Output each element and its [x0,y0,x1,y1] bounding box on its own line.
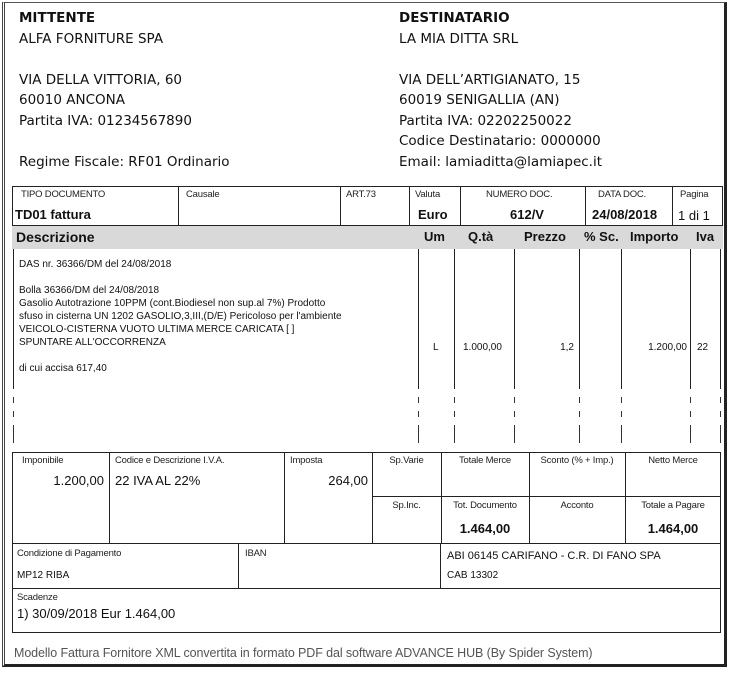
sconto-label: Sconto (% + Imp.) [540,455,614,466]
description-line: di cui accisa 617,40 [19,363,107,374]
imponibile-label: Imponibile [22,455,64,466]
column-continuation-mark [621,397,622,403]
recipient-city: 60019 SENIGALLIA (AN) [399,92,560,108]
divider [409,186,410,226]
acconto-label: Acconto [560,500,594,511]
description-line: VEICOLO-CISTERNA VUOTO ULTIMA MERCE CARICATA [ ] [19,324,295,335]
divider [454,249,455,389]
description-line: sfuso in cisterna UN 1202 GASOLIO,3,III,(D/E) Pericoloso per l'ambiente [19,311,342,322]
item-price: 1,2 [560,342,574,353]
col-sconto: % Sc. [584,229,619,244]
col-descrizione: Descrizione [16,229,95,245]
condition-value: MP12 RIBA [17,570,70,581]
iban-label: IBAN [245,548,267,559]
description-line: Gasolio Autotrazione 10PPM (cont.Biodiesel non sup.al 7%) Prodotto [19,298,326,309]
column-continuation-mark [454,411,455,417]
sender-name: ALFA FORNITURE SPA [19,30,164,47]
due-value: 1) 30/09/2018 Eur 1.464,00 [17,606,176,621]
sender-heading: MITTENTE [19,10,96,26]
divider [460,186,461,226]
description-line [19,271,342,284]
divider [621,249,622,389]
numero-doc-label: NUMERO DOC. [486,189,553,200]
imposta-label: Imposta [290,455,323,466]
column-continuation-mark [720,397,721,403]
recipient-code: Codice Destinatario: 0000000 [399,133,601,149]
divider [109,452,110,544]
pagina-label: Pagina [680,189,709,200]
due-label: Scadenze [17,592,58,603]
column-continuation-mark [579,397,580,403]
column-continuation-mark [514,425,515,443]
divider [690,249,691,389]
column-continuation-mark [720,411,721,417]
data-doc-label: DATA DOC. [598,189,646,200]
tot-documento-value: 1.464,00 [459,521,511,536]
pagina-value: 1 di 1 [678,208,710,223]
imponibile-value: 1.200,00 [53,473,104,488]
imposta-value: 264,00 [328,473,368,488]
column-continuation-mark [621,411,622,417]
divider [720,249,721,389]
bank-line-2: CAB 13302 [447,570,499,581]
recipient-address: VIA DELL’ARTIGIANATO, 15 [399,71,581,88]
recipient-heading: DESTINATARIO [399,10,510,26]
totale-merce-label: Totale Merce [459,455,511,466]
divider [585,186,586,226]
item-vat: 22 [697,342,709,353]
column-continuation-mark [418,397,419,403]
divider [579,249,580,389]
column-continuation-mark [720,425,721,443]
description-line: Bolla 36366/DM del 24/08/2018 [19,285,160,296]
description-line: SPUNTARE ALL'OCCORRENZA [19,337,166,348]
data-doc-value: 24/08/2018 [592,207,658,222]
sender-address: VIA DELLA VITTORIA, 60 [19,71,183,88]
divider [340,186,341,226]
causale-label: Causale [186,189,220,200]
sender-tax-regime: Regime Fiscale: RF01 Ordinario [19,153,230,170]
sp-inc-label: Sp.Inc. [392,500,421,511]
column-continuation-mark [690,425,691,443]
divider [13,249,14,389]
col-prezzo: Prezzo [524,229,566,244]
column-continuation-mark [454,425,455,443]
column-continuation-mark [13,411,14,417]
column-continuation-mark [454,397,455,403]
divider [418,249,419,389]
valuta-value: Euro [418,207,448,222]
description-line [19,349,342,362]
tipo-documento-label: TIPO DOCUMENTO [21,189,106,200]
divider [238,543,239,589]
valuta-label: Valuta [415,189,441,200]
divider [672,186,673,226]
bank-line-1: ABI 06145 CARIFANO - C.R. DI FANO SPA [447,550,661,562]
divider [284,452,285,544]
column-continuation-mark [690,411,691,417]
col-qta: Q.tà [468,229,494,244]
divider [178,186,179,226]
divider [440,543,441,589]
totale-pagare-value: 1.464,00 [647,521,699,536]
column-continuation-mark [13,425,14,443]
column-continuation-mark [579,425,580,443]
item-um: L [433,342,439,353]
recipient-block [399,8,602,172]
divider [514,249,515,389]
condition-label: Condizione di Pagamento [17,548,122,559]
divider [372,496,721,497]
item-qty: 1.000,00 [463,342,502,353]
description-line: DAS nr. 36366/DM del 24/08/2018 [19,259,172,270]
recipient-email[interactable]: Email: lamiaditta@lamiapec.it [399,153,603,170]
col-iva: Iva [696,229,715,244]
col-importo: Importo [630,229,679,244]
column-continuation-mark [690,397,691,403]
column-continuation-mark [621,425,622,443]
recipient-vat: Partita IVA: 02202250022 [399,112,572,129]
column-continuation-mark [514,411,515,417]
tipo-documento-value: TD01 fattura [15,207,91,222]
numero-doc-value: 612/V [510,207,544,222]
sender-vat: Partita IVA: 01234567890 [19,112,192,129]
column-continuation-mark [418,425,419,443]
codice-iva-value: 22 IVA AL 22% [115,473,201,488]
column-continuation-mark [418,411,419,417]
column-continuation-mark [13,397,14,403]
recipient-name: LA MIA DITTA SRL [399,30,519,47]
sp-varie-label: Sp.Varie [389,455,424,466]
sender-city: 60010 ANCONA [19,92,125,108]
column-continuation-mark [579,411,580,417]
tot-documento-label: Tot. Documento [453,500,517,511]
column-continuation-mark [514,397,515,403]
item-amount: 1.200,00 [648,342,687,353]
item-description [19,258,342,375]
totale-pagare-label: Totale a Pagare [641,500,705,511]
netto-merce-label: Netto Merce [648,455,698,466]
codice-iva-label: Codice e Descrizione I.V.A. [115,455,225,466]
sender-block [19,8,230,172]
footer-note: Modello Fattura Fornitore XML convertita in formato PDF dal software ADVANCE HUB (By Spider System) [14,646,593,660]
art73-label: ART.73 [346,189,376,200]
col-um: Um [424,229,445,244]
